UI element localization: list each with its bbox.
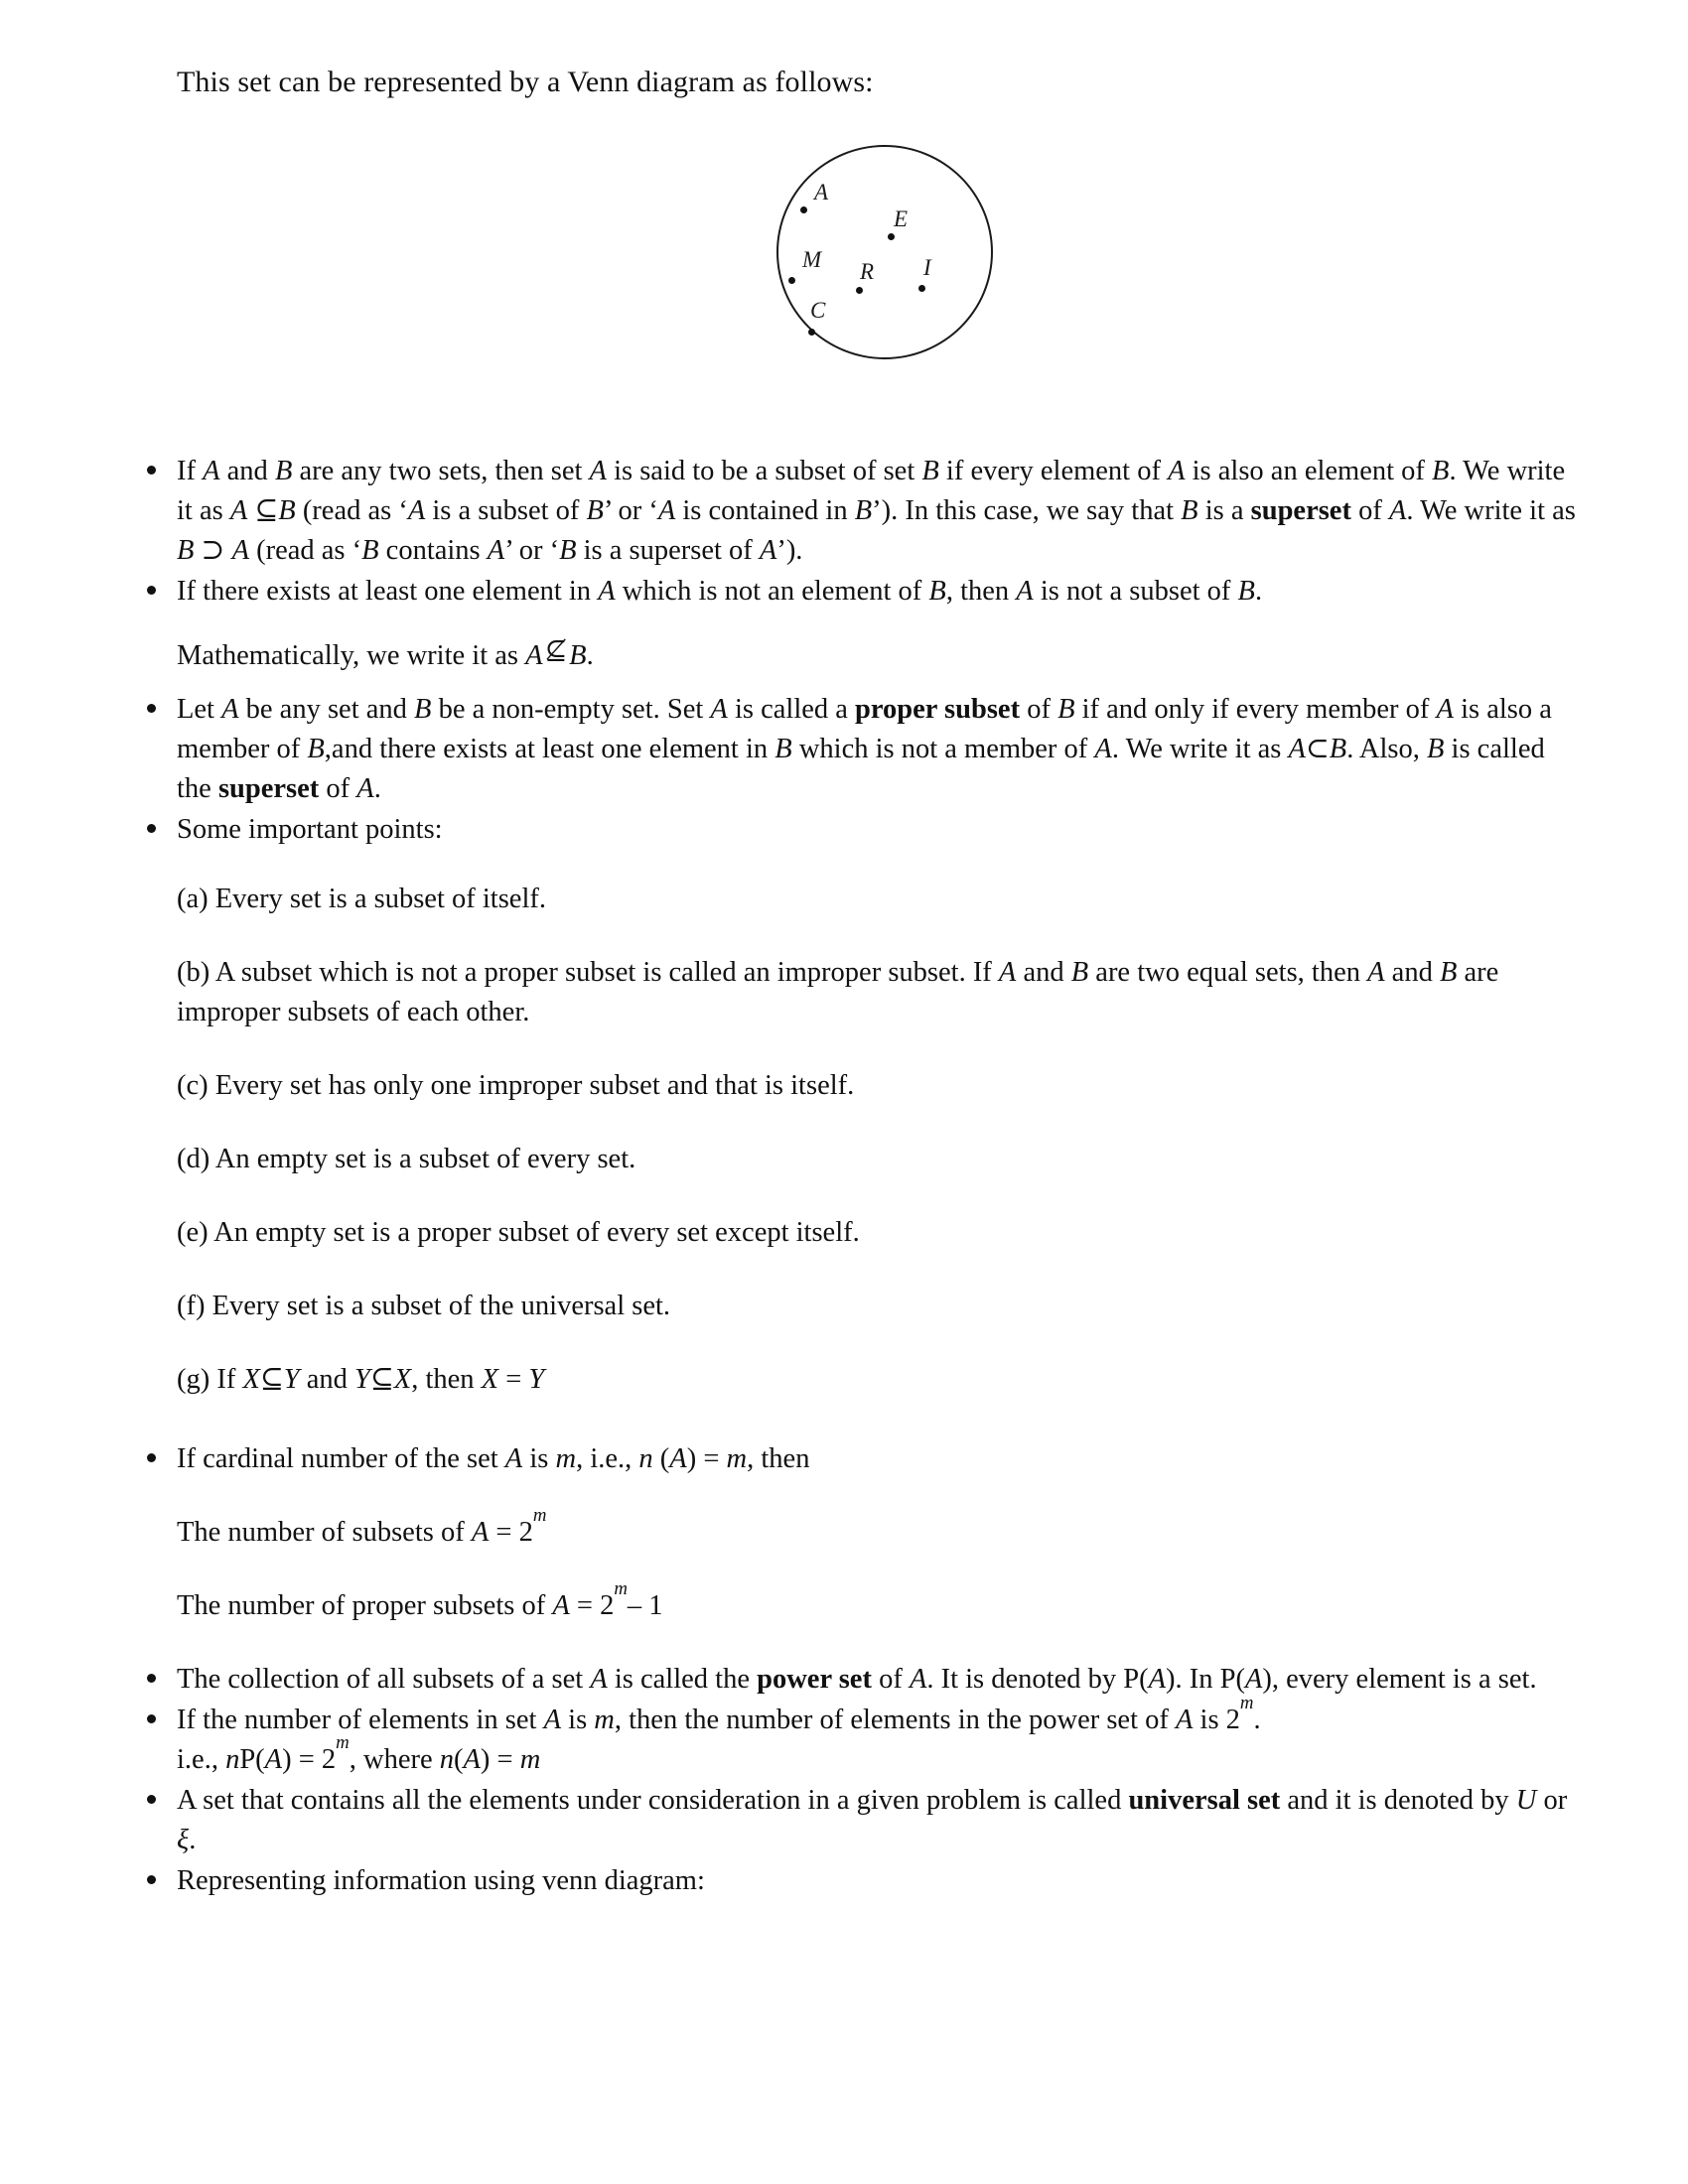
bullet-icon [147,586,156,595]
venn-point-icon [888,233,895,240]
bullet-text: Let A be any set and B be a non-empty set. Set A is called a proper subset of B if and only if every member of A is also a member of B,and there exists at least one element in B which is not a member of A. We write it as A⊂B. Also, B is called the superset of A. [177,694,1552,804]
bullet-text: If cardinal number of the set A is m, i.e., n (A) = m, then [177,1443,810,1474]
not-subset-notation: Mathematically, we write it as A⊈B. [177,635,594,671]
bullet-icon [147,1453,156,1462]
bullet-important-points [0,810,1688,850]
intro-text: This set can be represented by a Venn diagram as follows: [177,66,874,98]
bullet-text: Representing information using venn diagram: [177,1865,705,1896]
bullet-subtext: i.e., $nP(A) = 2^m$, where n(A) = m [177,1732,541,1775]
bullet-icon [147,466,156,475]
bullet-power-set [0,1660,1688,1700]
not-subset-symbol: ⊈ [544,635,568,665]
bullet-proper-subset [0,690,1688,809]
notes-body [0,452,1688,1902]
bullet-text: If A and B are any two sets, then set A is said to be a subset of set B if every element of A is also an element of B. We write it as A ⊆B (read as ‘A is a subset of B’ or ‘A is contained in B’). In this case, we say that B is a superset of A. We write it as B ⊃ A (read as ‘B contains A’ or ‘B is a superset of A’). [177,456,1576,566]
bullet-icon [147,704,156,713]
venn-diagram: A E M R I C [776,145,999,367]
point-f: (f) Every set is a subset of the universal set. [177,1291,671,1321]
point-d: (d) An empty set is a subset of every set. [177,1144,636,1174]
formula-number-of-subsets: The number of subsets of $A = 2^m$ [177,1505,547,1548]
venn-point-icon [800,206,807,213]
bullet-icon [147,1714,156,1723]
formula-number-of-proper-subsets: The number of proper subsets of $A = 2^m-$ 1 [177,1578,663,1621]
bullet-icon [147,1875,156,1884]
bullet-cardinal-number [0,1439,1688,1479]
bullet-text: If there exists at least one element in A which is not an element of B, then A is not a subset of B. [177,576,1263,607]
venn-point-icon [856,287,863,294]
venn-point-icon [918,285,925,292]
bullet-text: If the number of elements in set A is m, then the number of elements in the power set of A is 2$^m$. [177,1693,1261,1735]
bullet-text: The collection of all subsets of a set A is called the power set of A. It is denoted by P(A). In P(A), every element is a set. [177,1664,1537,1695]
point-e: (e) An empty set is a proper subset of every set except itself. [177,1217,860,1248]
bullet-icon [147,1674,156,1683]
bullet-subset-definition [0,452,1688,571]
venn-point-icon [788,277,795,284]
venn-point-icon [808,329,815,336]
bullet-not-subset [0,572,1688,612]
bullet-text: Some important points: [177,814,443,845]
bullet-universal-set [0,1781,1688,1860]
point-g: (g) If X⊆Y and Y⊆X, then X = Y [177,1364,545,1395]
point-b: (b) A subset which is not a proper subset is called an improper subset. If A and B are two equal sets, then A and B are improper subsets of each other. [177,957,1499,1027]
bullet-icon [147,824,156,833]
point-a: (a) Every set is a subset of itself. [177,884,546,914]
bullet-power-set-size [0,1693,1688,1780]
point-c: (c) Every set has only one improper subset and that is itself. [177,1070,855,1101]
bullet-text: A set that contains all the elements under consideration in a given problem is called universal set and it is denoted by U or ξ. [177,1785,1568,1855]
bullet-representing-info [0,1861,1688,1901]
bullet-icon [147,1795,156,1804]
